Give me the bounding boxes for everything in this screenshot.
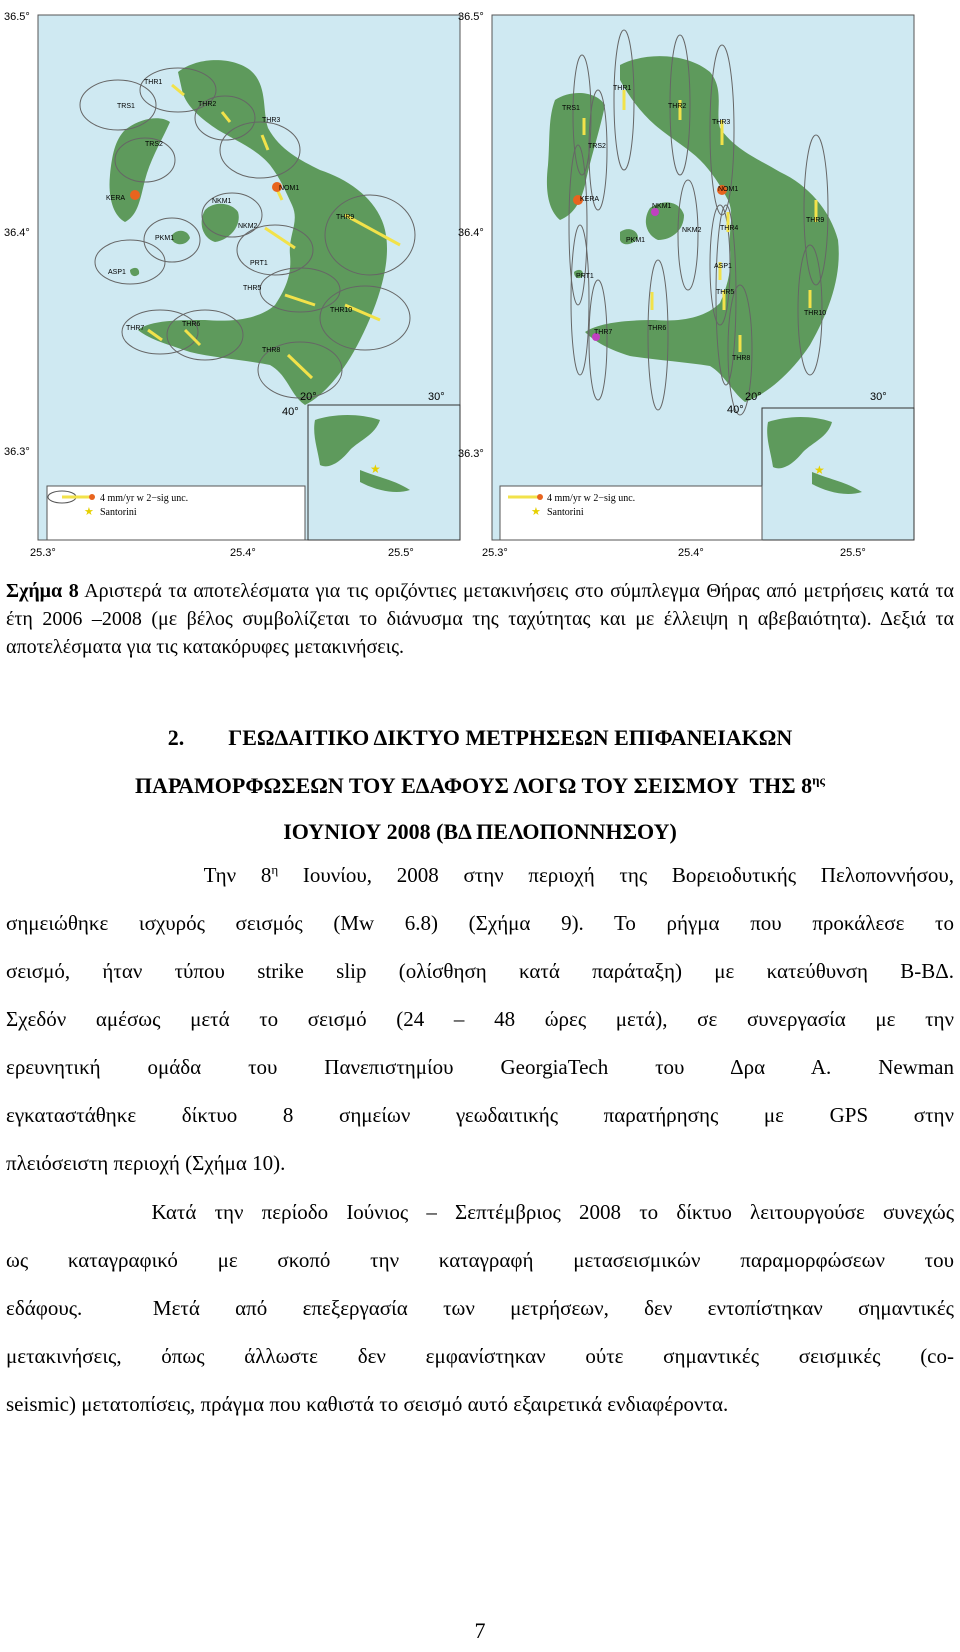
right-label-station: THR2 xyxy=(668,103,687,110)
body-line: seismic) μετατοπίσεις, πράγμα που καθιστά το σεισμό αυτό εξαιρετικά ενδιαφέροντα. xyxy=(6,1392,729,1416)
right-lon-label: 25.4° xyxy=(678,547,704,559)
left-lon-label: 25.4° xyxy=(230,547,256,559)
left-label-station: THR3 xyxy=(262,117,281,124)
left-label-station: THR2 xyxy=(198,101,217,108)
right-legend-star-label: Santorini xyxy=(547,507,584,518)
figure-caption-label: Σχήμα 8 xyxy=(6,580,79,602)
body-line: μετακινήσεις, όπως άλλωστε δεν εμφανίστηκαν ούτε σημαντικές σεισμικές (co- xyxy=(6,1344,954,1368)
section-heading-line-2-sup: ης xyxy=(812,772,826,788)
right-label-station: ASP1 xyxy=(714,263,732,270)
right-lat-label: 36.5° xyxy=(458,11,484,23)
left-label-station: THR5 xyxy=(243,285,262,292)
right-legend-arrow-label: 4 mm/yr w 2−sig unc. xyxy=(547,493,636,504)
left-label-station: THR10 xyxy=(330,307,353,314)
section-heading-line-2 xyxy=(0,773,960,799)
left-legend-star: ★ xyxy=(84,506,94,518)
left-map xyxy=(4,11,460,559)
right-label-station: NKM2 xyxy=(682,227,702,234)
page-number: 7 xyxy=(474,1618,486,1643)
figure-caption-text: Αριστερά τα αποτελέσματα για τις οριζόντιες μετακινήσεις στο σύμπλεγμα Θήρας από μετρήσεις κατά τα έτη 2006 –2008 (με βέλος συμβολίζεται το διάνυσμα της ταχύτητας και με έλλειψη η αβεβαιότητα). Δεξιά τα αποτελέσματα για τις κατακόρυφες μετακινήσεις. xyxy=(6,580,955,658)
right-label-station: THR6 xyxy=(648,325,667,332)
right-label-station: THR5 xyxy=(716,289,735,296)
right-inset-star: ★ xyxy=(814,463,825,477)
body-line-text: Την 8 xyxy=(6,863,272,887)
left-inset-star: ★ xyxy=(370,462,381,476)
section-heading-line-3: ΙΟΥΝΙΟΥ 2008 (ΒΔ ΠΕΛΟΠΟΝΝΗΣΟΥ) xyxy=(283,819,677,844)
body-line: Σχεδόν αμέσως μετά το σεισμό (24 – 48 ώρες μετά), σε συνεργασία με την xyxy=(6,1007,954,1031)
right-legend-star: ★ xyxy=(531,506,541,518)
right-label-station: THR10 xyxy=(804,310,827,317)
body-line: πλειόσειστη περιοχή (Σχήμα 10). xyxy=(6,1151,286,1175)
left-lat-label: 36.5° xyxy=(4,11,30,23)
left-lat-label: 36.4° xyxy=(4,227,30,239)
figure-svg xyxy=(0,0,960,575)
left-label-station: TRS2 xyxy=(145,141,163,148)
right-map xyxy=(458,11,914,559)
left-label-station: NKM1 xyxy=(212,198,232,205)
left-label-station: NKM2 xyxy=(238,223,258,230)
right-label-station: NKM1 xyxy=(652,203,672,210)
left-legend-arrow-label: 4 mm/yr w 2−sig unc. xyxy=(100,493,189,504)
left-lon-label: 25.3° xyxy=(30,547,56,559)
left-inset-label: 30° xyxy=(428,391,445,403)
left-label-station: ASP1 xyxy=(108,269,126,276)
body-line xyxy=(6,851,954,899)
body-line: ως καταγραφικό με σκοπό την καταγραφή μετασεισμικών παραμορφώσεων του xyxy=(6,1248,954,1272)
left-lon-label: 25.5° xyxy=(388,547,414,559)
left-station-kera xyxy=(130,190,140,200)
right-label-station: THR3 xyxy=(712,119,731,126)
body-line-text: Ιουνίου, 2008 στην περιοχή της Βορειοδυτικής Πελοποννήσου, xyxy=(278,863,954,887)
left-lat-label: 36.3° xyxy=(4,446,30,458)
right-inset-label: 30° xyxy=(870,391,887,403)
section-heading-line-2-text: ΠΑΡΑΜΟΡΦΩΣΕΩΝ ΤΟΥ ΕΔΑΦΟΥΣ ΛΟΓΩ ΤΟΥ ΣΕΙΣΜΟΥ ΤΗΣ 8 xyxy=(134,773,813,798)
right-label-station: THR8 xyxy=(732,355,751,362)
right-inset-label: 40° xyxy=(727,404,744,416)
section-heading-line-1: 2. ΓΕΩΔΑΙΤΙΚΟ ΔΙΚΤΥΟ ΜΕΤΡΗΣΕΩΝ ΕΠΙΦΑΝΕΙΑΚΩΝ xyxy=(167,725,793,750)
right-label-station: TRS1 xyxy=(562,105,580,112)
body-line: εδάφους. Μετά από επεξεργασία των μετρήσεων, δεν εντοπίστηκαν σημαντικές xyxy=(6,1296,954,1320)
right-lat-label: 36.4° xyxy=(458,227,484,239)
right-lon-label: 25.3° xyxy=(482,547,508,559)
right-lat-label: 36.3° xyxy=(458,448,484,460)
left-label-station: TRS1 xyxy=(117,103,135,110)
body-line: σημειώθηκε ισχυρός σεισμός (Mw 6.8) (Σχήμα 9). Το ρήγμα που προκάλεσε το xyxy=(6,911,954,935)
right-label-station: TRS2 xyxy=(588,143,606,150)
right-label-station: NOM1 xyxy=(718,186,739,193)
right-lon-label: 25.5° xyxy=(840,547,866,559)
body-line-sup: η xyxy=(271,862,279,877)
left-label-station: THR9 xyxy=(336,214,355,221)
left-inset-label: 20° xyxy=(300,391,317,403)
figure-8 xyxy=(0,0,960,575)
right-label-station: THR4 xyxy=(720,225,739,232)
right-label-station: THR1 xyxy=(613,85,632,92)
left-label-station: PRT1 xyxy=(250,260,268,267)
right-label-station: PKM1 xyxy=(626,237,646,244)
left-label-station: KERA xyxy=(106,195,126,202)
left-label-station: THR7 xyxy=(126,325,145,332)
body-line: ερευνητική ομάδα του Πανεπιστημίου GeorgiaTech του Δρα Α. Newman xyxy=(6,1055,954,1079)
right-label-station: THR7 xyxy=(594,329,613,336)
right-legend-dot xyxy=(537,494,543,500)
body-line: σεισμό, ήταν τύπου strike slip (ολίσθηση κατά παράταξη) με κατεύθυνση Β-ΒΔ. xyxy=(6,959,954,983)
left-label-station: THR8 xyxy=(262,347,281,354)
left-inset-label: 40° xyxy=(282,406,299,418)
right-label-station: PRT1 xyxy=(576,273,594,280)
left-label-station: NOM1 xyxy=(279,185,300,192)
body-line: Κατά την περίοδο Ιούνιος – Σεπτέμβριος 2008 το δίκτυο λειτουργούσε συνεχώς xyxy=(6,1200,955,1224)
left-label-station: THR6 xyxy=(182,321,201,328)
figure-caption xyxy=(6,577,954,661)
left-label-station: THR1 xyxy=(144,79,163,86)
right-label-station: KERA xyxy=(580,196,600,203)
right-label-station: THR9 xyxy=(806,217,825,224)
left-label-station: PKM1 xyxy=(155,235,175,242)
left-legend-dot xyxy=(89,494,95,500)
left-legend-star-label: Santorini xyxy=(100,507,137,518)
body-line: εγκαταστάθηκε δίκτυο 8 σημείων γεωδαιτικής παρατήρησης με GPS στην xyxy=(6,1103,954,1127)
right-inset-label: 20° xyxy=(745,391,762,403)
